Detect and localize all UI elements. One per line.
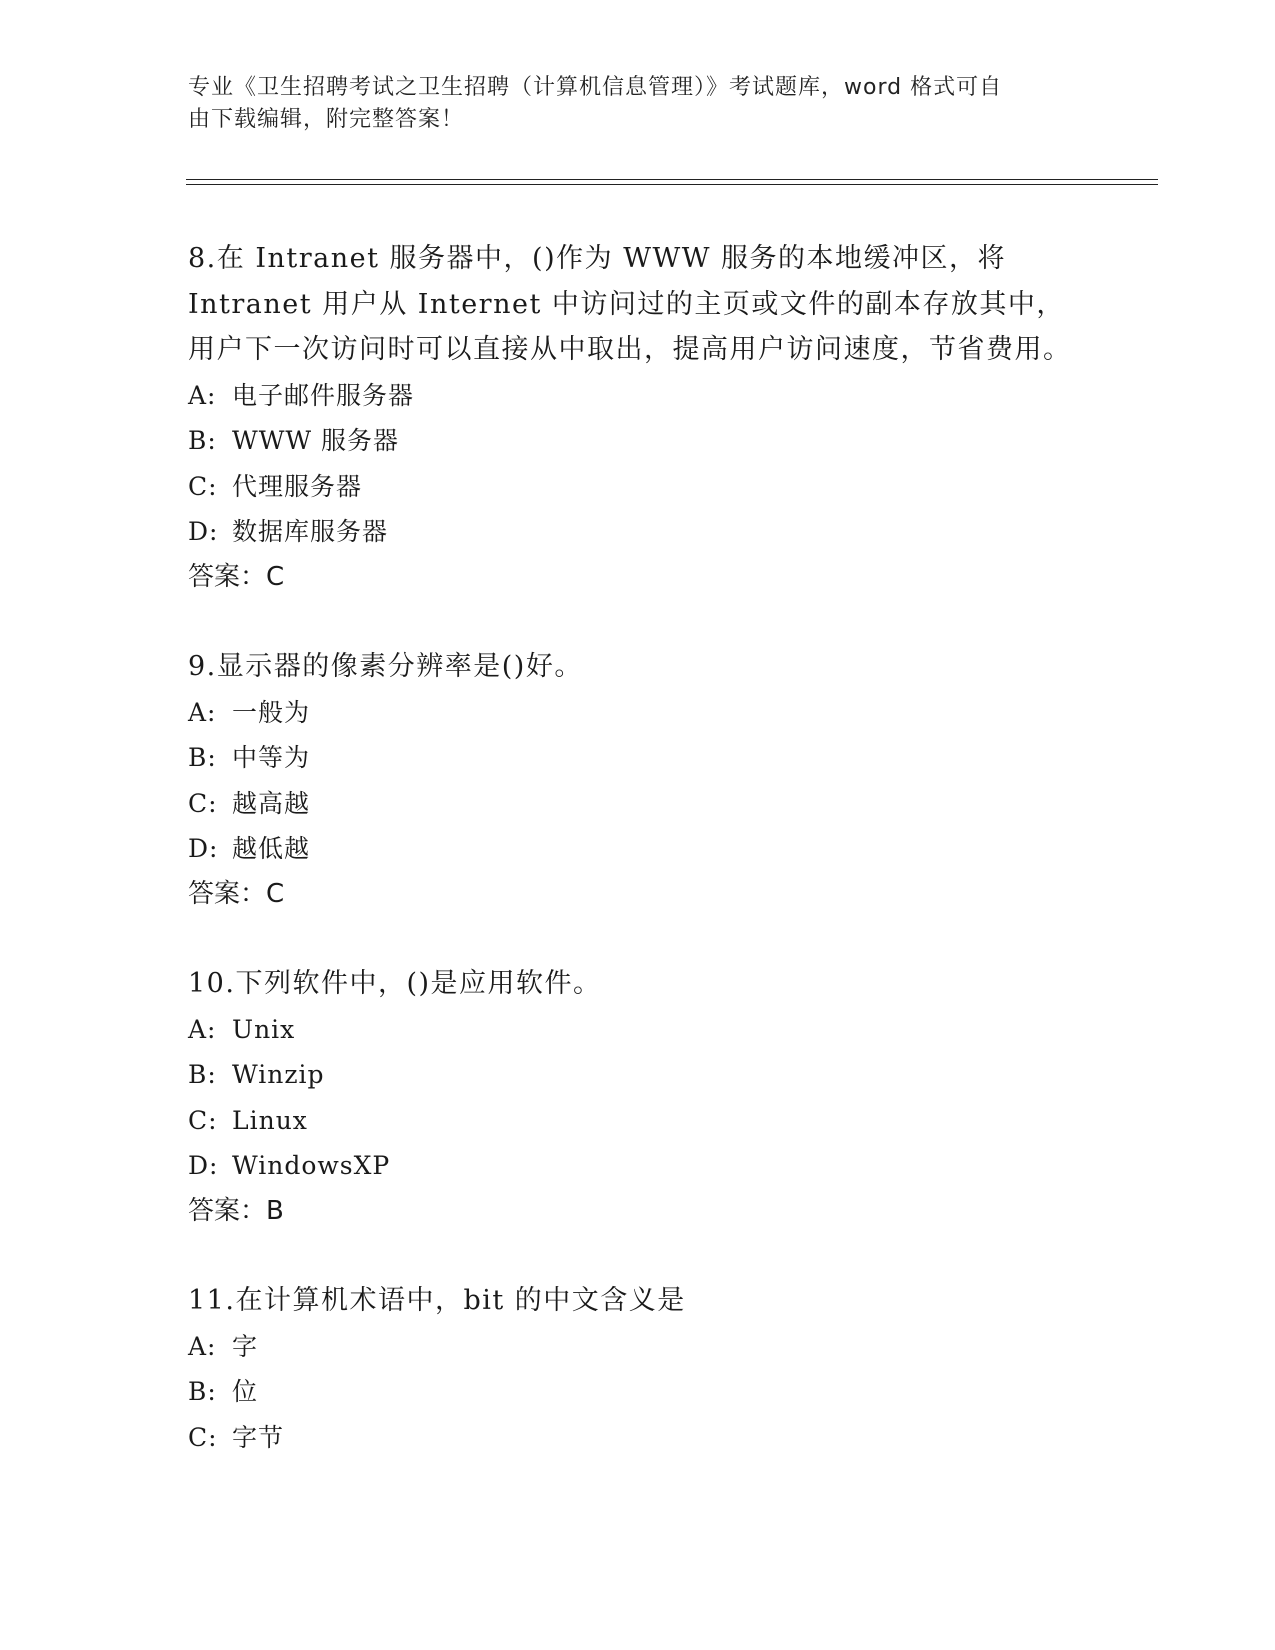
option-a	[188, 1324, 1088, 1370]
document-header	[188, 72, 1088, 136]
option-key: A:	[188, 1014, 217, 1044]
option-c	[188, 464, 1088, 510]
option-b	[188, 1052, 1088, 1098]
option-a	[188, 690, 1088, 736]
option-d	[188, 509, 1088, 555]
option-c	[188, 1415, 1088, 1461]
option-key: A:	[188, 697, 217, 727]
question-list	[188, 236, 1088, 1504]
option-d	[188, 1143, 1088, 1189]
option-c	[188, 781, 1088, 827]
option-text: 位	[232, 1377, 259, 1406]
answer: 答案：C	[188, 878, 285, 909]
option-b	[188, 1369, 1088, 1415]
option-d	[188, 826, 1088, 872]
option-text: Winzip	[232, 1060, 325, 1089]
question-stem: 10.下列软件中，()是应用软件。	[188, 968, 602, 999]
option-text: WWW 服务器	[232, 426, 400, 455]
option-c	[188, 1098, 1088, 1144]
header-divider-top	[186, 179, 1158, 180]
option-text: 字	[232, 1331, 259, 1361]
question-10	[188, 961, 1088, 1234]
header-line-2: 由下载编辑，附完整答案！	[188, 107, 465, 132]
option-text: 越低越	[232, 834, 311, 863]
option-b	[188, 735, 1088, 781]
option-text: WindowsXP	[232, 1151, 391, 1180]
option-text: 数据库服务器	[232, 517, 389, 546]
answer: 答案：C	[188, 561, 285, 592]
option-key: C:	[188, 1105, 218, 1135]
header-divider-bottom	[186, 184, 1158, 185]
option-key: B:	[188, 743, 217, 772]
option-text: 代理服务器	[232, 471, 363, 501]
option-key: C:	[188, 788, 218, 818]
option-text: 中等为	[232, 743, 311, 772]
option-key: D:	[188, 1151, 219, 1180]
header-line-1: 专业《卫生招聘考试之卫生招聘（计算机信息管理）》考试题库，word 格式可自	[188, 75, 1003, 100]
answer: 答案：B	[188, 1195, 284, 1226]
question-9	[188, 644, 1088, 917]
question-stem: 8.在 Intranet 服务器中，()作为 WWW 服务的本地缓冲区，将 Intranet 用户从 Internet 中访问过的主页或文件的副本存放其中，用户下一次访问时可以直接从中取出，提高用户访问速度，节省费用。	[188, 243, 1072, 365]
option-key: A:	[188, 1331, 217, 1361]
question-11	[188, 1278, 1088, 1460]
option-text: 越高越	[232, 788, 311, 818]
question-stem: 9.显示器的像素分辨率是()好。	[188, 651, 583, 682]
option-text: 电子邮件服务器	[232, 380, 415, 410]
option-text: 一般为	[232, 697, 311, 727]
question-8	[188, 236, 1088, 600]
option-key: D:	[188, 834, 219, 863]
option-key: B:	[188, 1060, 217, 1089]
question-stem: 11.在计算机术语中，bit 的中文含义是	[188, 1285, 686, 1316]
option-text: Unix	[232, 1014, 296, 1044]
option-key: D:	[188, 517, 219, 546]
option-key: C:	[188, 471, 218, 501]
option-text: Linux	[232, 1105, 308, 1135]
option-text: 字节	[232, 1422, 285, 1452]
option-a	[188, 373, 1088, 419]
option-key: B:	[188, 426, 217, 455]
option-key: A:	[188, 380, 217, 410]
option-b	[188, 418, 1088, 464]
option-key: C:	[188, 1422, 218, 1452]
option-a	[188, 1007, 1088, 1053]
option-key: B:	[188, 1377, 217, 1406]
